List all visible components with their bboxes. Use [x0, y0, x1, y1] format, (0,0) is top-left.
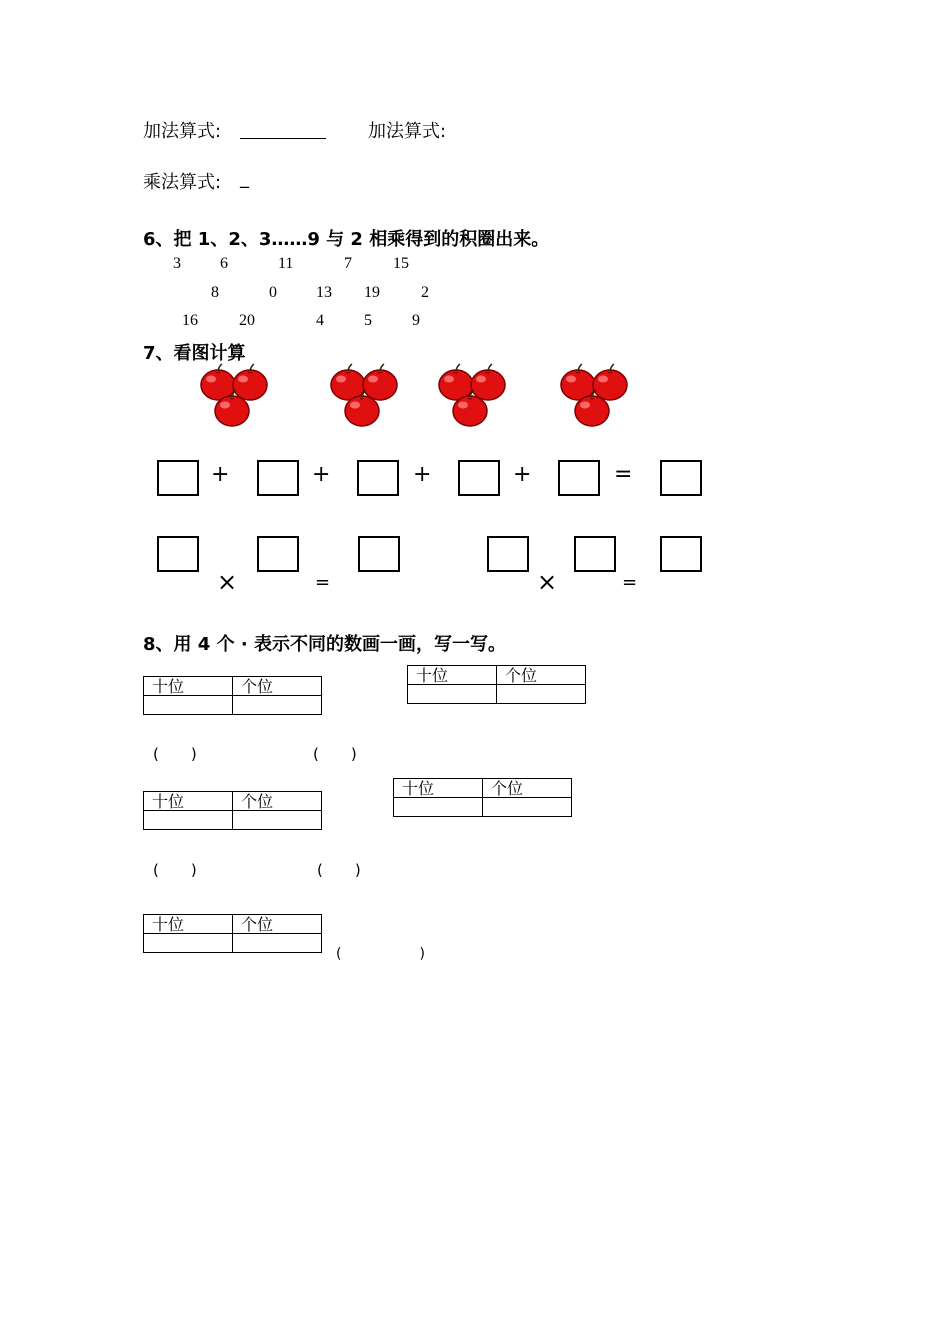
equals-sign-2: = — [315, 572, 331, 593]
ones-header: 个位 — [483, 779, 572, 798]
answer-parentheses-5[interactable]: ( ) — [336, 946, 425, 962]
multiplication-box-3[interactable] — [487, 536, 529, 572]
question-8-title: 8、用 4 个 · 表示不同的数画一画，写一写。 — [143, 634, 506, 655]
addition-box-5[interactable] — [558, 460, 600, 496]
multiplication-box-2[interactable] — [257, 536, 299, 572]
addition-box-3[interactable] — [357, 460, 399, 496]
q6-num-r2-4[interactable]: 19 — [364, 284, 380, 301]
multiplication-answer-blank[interactable]: _ — [240, 168, 249, 189]
ones-header: 个位 — [233, 677, 322, 696]
times-sign-1: × — [217, 568, 238, 596]
apple-group-2 — [330, 362, 404, 428]
q6-num-r3-5[interactable]: 9 — [412, 312, 420, 329]
tens-cell[interactable] — [144, 934, 233, 953]
answer-parentheses-1[interactable]: ( ) — [153, 745, 197, 763]
addition-box-1[interactable] — [157, 460, 199, 496]
tens-cell[interactable] — [408, 685, 497, 704]
multiplication-box-1[interactable] — [157, 536, 199, 572]
q6-num-r2-1[interactable]: 8 — [211, 284, 219, 301]
q6-num-r1-3[interactable]: 11 — [278, 255, 294, 272]
q6-num-r3-2[interactable]: 20 — [239, 312, 255, 329]
times-sign-2: × — [537, 568, 558, 596]
multiplication-result-box-1[interactable] — [358, 536, 400, 572]
addition-box-4[interactable] — [458, 460, 500, 496]
q6-num-r1-4[interactable]: 7 — [344, 255, 352, 272]
place-value-table-3 — [143, 791, 322, 830]
plus-sign-4: + — [513, 462, 532, 487]
multiplication-box-4[interactable] — [574, 536, 616, 572]
tens-cell[interactable] — [394, 798, 483, 817]
place-value-table-2 — [407, 665, 586, 704]
q6-num-r1-1[interactable]: 3 — [173, 255, 181, 272]
place-value-table-4 — [393, 778, 572, 817]
ones-cell[interactable] — [233, 934, 322, 953]
addition-box-2[interactable] — [257, 460, 299, 496]
q6-num-r1-5[interactable]: 15 — [393, 255, 409, 272]
ones-header: 个位 — [497, 666, 586, 685]
tens-cell[interactable] — [144, 811, 233, 830]
q6-num-r3-3[interactable]: 4 — [316, 312, 324, 329]
apple-group-1 — [200, 362, 274, 428]
ones-cell[interactable] — [233, 696, 322, 715]
tens-cell[interactable] — [144, 696, 233, 715]
apple-group-4 — [560, 362, 634, 428]
addition-label-1: 加法算式: — [143, 121, 222, 142]
plus-sign-2: + — [312, 462, 331, 487]
addition-label-2: 加法算式: — [368, 121, 447, 142]
answer-parentheses-4[interactable]: ( ) — [317, 861, 361, 879]
tens-header: 十位 — [408, 666, 497, 685]
ones-cell[interactable] — [483, 798, 572, 817]
q6-num-r2-5[interactable]: 2 — [421, 284, 429, 301]
apple-group-3 — [438, 362, 512, 428]
place-value-table-1 — [143, 676, 322, 715]
place-value-table-5 — [143, 914, 322, 953]
ones-cell[interactable] — [233, 811, 322, 830]
ones-header: 个位 — [233, 792, 322, 811]
q6-num-r3-1[interactable]: 16 — [182, 312, 198, 329]
equals-sign-3: = — [622, 572, 638, 593]
tens-header: 十位 — [394, 779, 483, 798]
tens-header: 十位 — [144, 915, 233, 934]
q6-num-r3-4[interactable]: 5 — [364, 312, 372, 329]
tens-header: 十位 — [144, 792, 233, 811]
q6-num-r2-3[interactable]: 13 — [316, 284, 332, 301]
plus-sign-1: + — [211, 462, 230, 487]
q6-num-r1-2[interactable]: 6 — [220, 255, 228, 272]
addition-answer-blank-1[interactable] — [240, 120, 326, 139]
q6-num-r2-2[interactable]: 0 — [269, 284, 277, 301]
equals-sign-1: = — [614, 462, 633, 487]
ones-header: 个位 — [233, 915, 322, 934]
multiplication-result-box-2[interactable] — [660, 536, 702, 572]
answer-parentheses-2[interactable]: ( ) — [313, 745, 357, 763]
addition-result-box[interactable] — [660, 460, 702, 496]
multiplication-label: 乘法算式: — [143, 172, 222, 193]
tens-header: 十位 — [144, 677, 233, 696]
plus-sign-3: + — [413, 462, 432, 487]
ones-cell[interactable] — [497, 685, 586, 704]
question-6-title: 6、把 1、2、3……9 与 2 相乘得到的积圈出来。 — [143, 229, 550, 250]
answer-parentheses-3[interactable]: ( ) — [153, 861, 197, 879]
question-7-title: 7、看图计算 — [143, 343, 246, 364]
